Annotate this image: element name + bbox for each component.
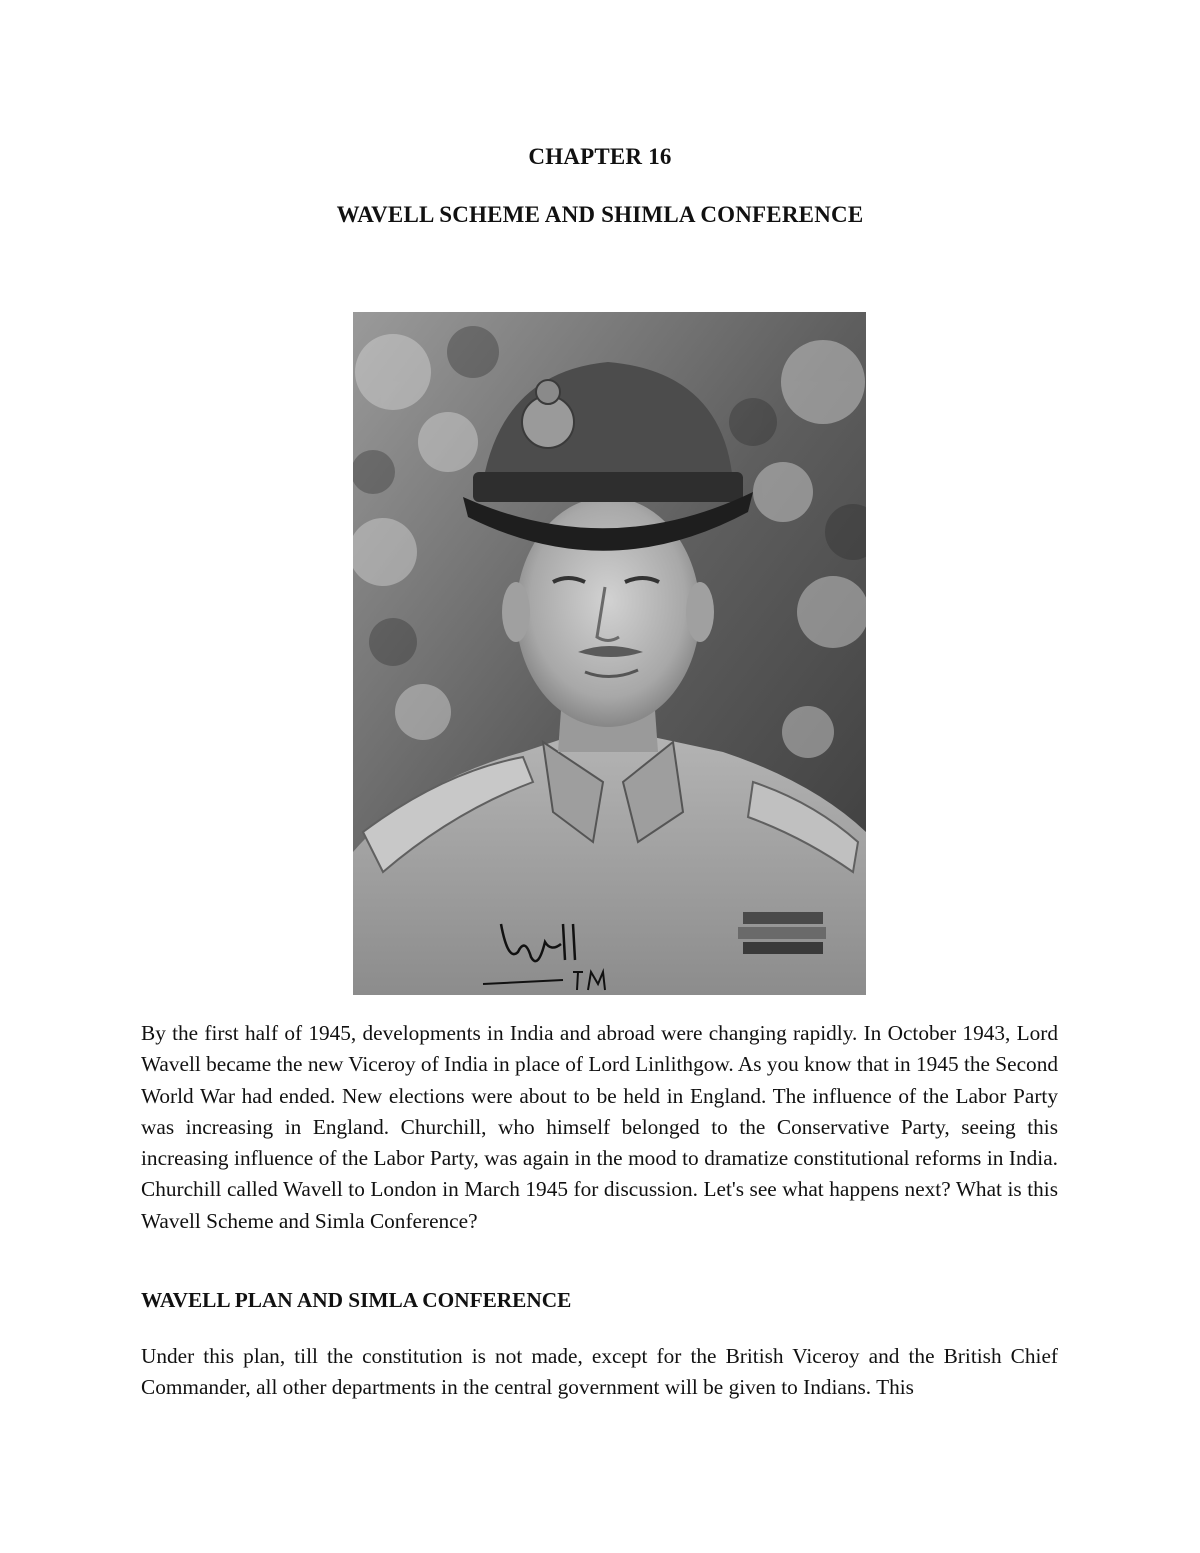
wavell-portrait-photo [353,312,866,995]
portrait-illustration [353,312,866,995]
chapter-title: WAVELL SCHEME AND SHIMLA CONFERENCE [336,202,864,227]
section-heading: WAVELL PLAN AND SIMLA CONFERENCE [141,1288,572,1312]
cap-band [473,472,743,502]
paragraph-intro: By the first half of 1945, developments in India and abroad were changing rapidly. In October 1943, Lord Wavell became the new Viceroy of India in place of Lord Linlithgow. As you know that in 1945 the Second World War had ended. New elections were about to be held in England. The influence of the Labor Party was increasing in England. Churchill, who himself belonged to the Conservative Party, seeing this increasing influence of the Labor Party, was again in the mood to dramatize constitutional reforms in India. Churchill called Wavell to London in March 1945 for discussion. Let's see what happens next? What is this Wavell Scheme and Simla Conference? [141,1021,1058,1233]
ear-left [502,582,530,642]
ear-right [686,582,714,642]
chapter-label: CHAPTER 16 [528,144,672,169]
medal-ribbons [738,912,826,954]
paragraph-plan: Under this plan, till the constitution is not made, except for the British Viceroy and the British Chief Commander, all other departments in the central government will be given to Indians. This [141,1344,1058,1400]
